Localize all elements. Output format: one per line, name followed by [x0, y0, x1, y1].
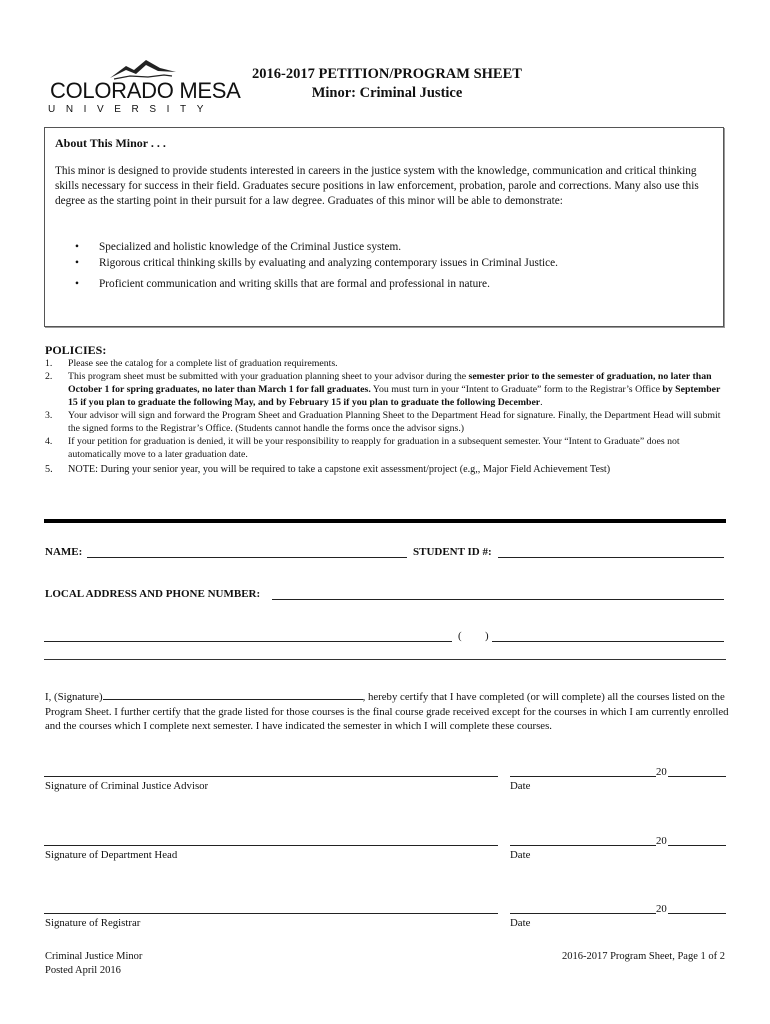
year-prefix: 20	[656, 766, 667, 778]
name-field[interactable]	[87, 557, 407, 558]
list-item: • Rigorous critical thinking skills by evaluating and analyzing contemporary issues in Criminal Justice.	[75, 257, 559, 269]
date-label: Date	[510, 849, 531, 861]
phone-close-paren: )	[485, 630, 489, 642]
about-paragraph: This minor is designed to provide students interested in careers in the justice system with the knowledge, communication and critical thinking skills necessary for success in their field. Graduates secure positions in law enforcement, probation, parole and corrections. Many also use this degree as the starting point in their pursuit for a law degree. Graduates of this minor will be able to demonstrate:	[55, 165, 699, 207]
footer-page-number: 2016-2017 Program Sheet, Page 1 of 2	[561, 951, 725, 962]
department-head-date-field[interactable]	[510, 845, 656, 846]
page-subtitle: Minor: Criminal Justice	[311, 85, 463, 101]
advisor-year-field[interactable]	[668, 776, 726, 777]
policy-item: 2. This program sheet must be submitted with your graduation planning sheet to your advisor during the semester prior to the semester of graduation, no later than October 1 for spring graduates, no later than March 1 for fall graduates. You must turn in your “Intent to Graduate” form to the Registrar’s Office by September 15 if you plan to graduate the following May, and by February 15 if you plan to graduate the following December.	[45, 371, 721, 408]
footer-posted-date: Posted April 2016	[45, 965, 121, 976]
list-item: • Specialized and holistic knowledge of the Criminal Justice system.	[75, 241, 402, 253]
registrar-year-field[interactable]	[668, 913, 726, 914]
section-divider	[44, 519, 726, 523]
bullet-icon: •	[75, 278, 79, 290]
bullet-icon: •	[75, 257, 79, 269]
advisor-date-field[interactable]	[510, 776, 656, 777]
address-field[interactable]	[272, 599, 724, 600]
advisor-signature-field[interactable]	[44, 776, 498, 777]
footer-left	[45, 950, 142, 978]
about-box	[44, 127, 724, 327]
student-id-label: STUDENT ID #:	[413, 546, 492, 558]
registrar-signature-label: Signature of Registrar	[45, 917, 141, 929]
year-prefix: 20	[656, 903, 667, 915]
policies-heading: POLICIES:	[45, 343, 107, 357]
department-head-signature-label: Signature of Department Head	[45, 849, 178, 861]
university-logo	[48, 58, 241, 120]
outcomes-list	[75, 239, 715, 292]
phone-open-paren: (	[458, 630, 462, 642]
policy-item: 4. If your petition for graduation is denied, it will be your responsibility to reapply for graduation in a subsequent semester. Your “Intent to Graduate” does not automatically move to a later graduation date.	[45, 436, 680, 460]
advisor-signature-label: Signature of Criminal Justice Advisor	[45, 780, 209, 792]
page-title: 2016-2017 PETITION/PROGRAM SHEET	[252, 66, 522, 82]
department-head-signature-field[interactable]	[44, 845, 498, 846]
address-label: LOCAL ADDRESS AND PHONE NUMBER:	[45, 588, 261, 600]
date-label: Date	[510, 917, 531, 929]
address-line-2-field[interactable]	[44, 641, 452, 642]
name-label: NAME:	[45, 546, 83, 558]
footer-program-name: Criminal Justice Minor	[45, 951, 143, 962]
student-id-field[interactable]	[498, 557, 724, 558]
registrar-signature-field[interactable]	[44, 913, 498, 914]
policies-list	[45, 357, 725, 476]
year-prefix: 20	[656, 835, 667, 847]
form-divider	[44, 659, 726, 660]
certify-signature-field[interactable]	[103, 689, 363, 700]
policy-item: 1. Please see the catalog for a complete list of graduation requirements.	[45, 358, 338, 369]
registrar-date-field[interactable]	[510, 913, 656, 914]
list-item: • Proficient communication and writing skills that are formal and professional in nature.	[75, 278, 490, 290]
about-heading: About This Minor . . .	[55, 136, 166, 150]
phone-field[interactable]	[492, 641, 724, 642]
logo-subwordmark: UNIVERSITY	[48, 104, 215, 115]
certification-paragraph: I, (Signature) , hereby certify that I have completed (or will complete) all the courses listed on the Program Sheet. I further certify that the grade listed for those courses is the final course grade received except for the courses in which I am currently enrolled and the courses which I complete next semester. I have indicated the semester in which I will complete these courses.	[45, 691, 729, 732]
date-label: Date	[510, 780, 531, 792]
logo-wordmark: COLORADO MESA	[50, 78, 241, 103]
mountain-logo-icon	[108, 58, 178, 80]
policy-item: 5. NOTE: During your senior year, you will be required to take a capstone exit assessment/project (e.g,, Major Field Achievement Test)	[45, 464, 611, 475]
department-head-year-field[interactable]	[668, 845, 726, 846]
policy-item: 3. Your advisor will sign and forward the Program Sheet and Graduation Planning Sheet to the Department Head for signature. Finally, the Department Head will submit the signed forms to the Registrar’s Office. (Students cannot handle the forms once the advisor signs.)	[45, 410, 721, 434]
bullet-icon: •	[75, 241, 79, 253]
